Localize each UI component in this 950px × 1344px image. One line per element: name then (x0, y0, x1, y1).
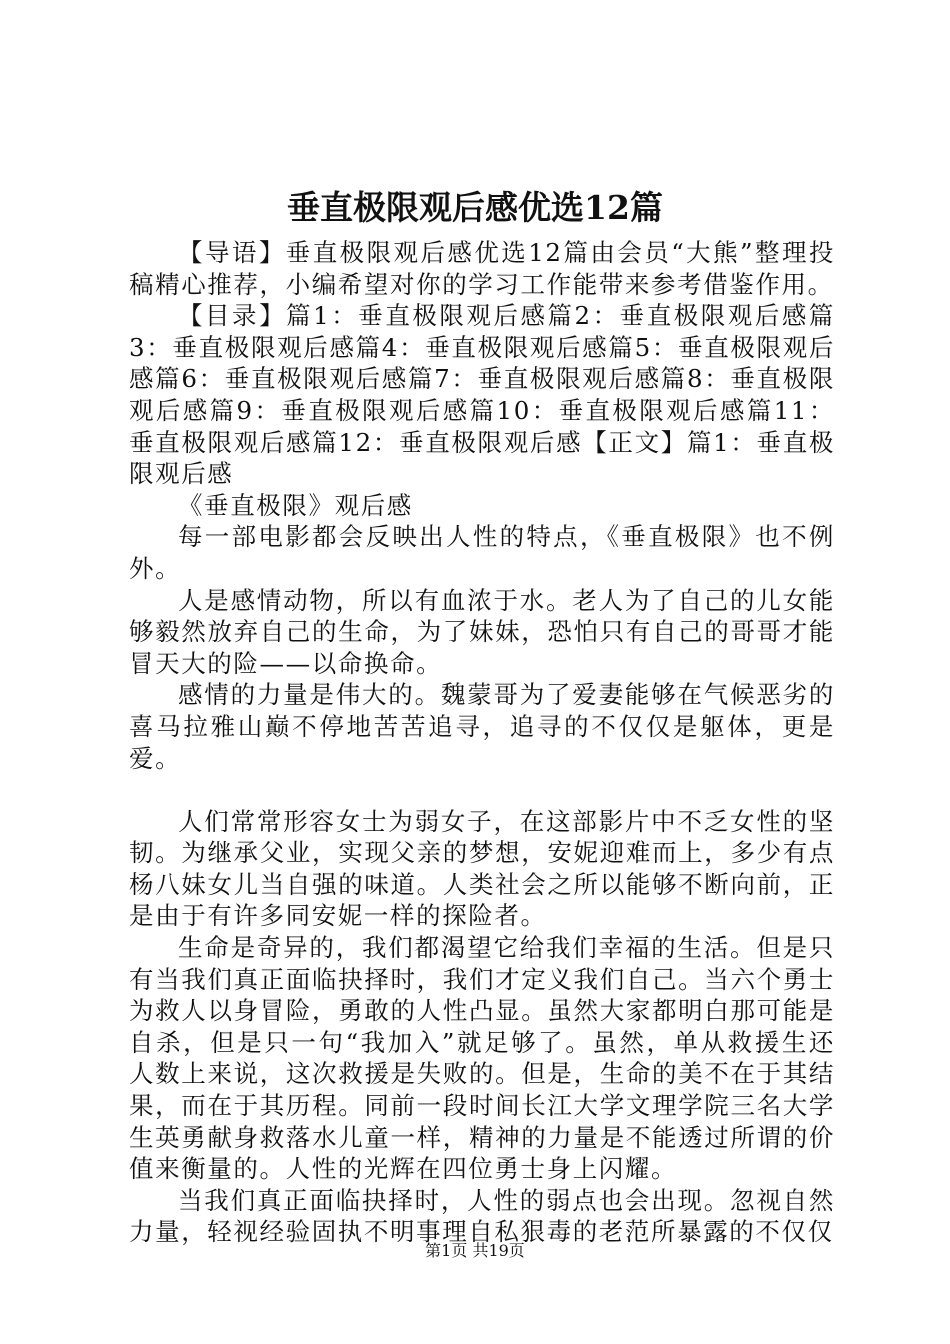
paragraph-toc: 【目录】篇1：垂直极限观后感篇2：垂直极限观后感篇3：垂直极限观后感篇4：垂直极限观后感篇5：垂直极限观后感篇6：垂直极限观后感篇7：垂直极限观后感篇8：垂直极限观后感篇9：垂直极限观后感篇10：垂直极限观后感篇11：垂直极限观后感篇12：垂直极限观后感【正文】篇1：垂直极限观后感 (129, 301, 835, 489)
paragraph: 人们常常形容女士为弱女子，在这部影片中不乏女性的坚韧。为继承父业，实现父亲的梦想，安妮迎难而上，多少有点杨八妹女儿当自强的味道。人类社会之所以能够不断向前，正是由于有许多同安妮一样的探险者。 (129, 806, 835, 931)
paragraph: 生命是奇异的，我们都渴望它给我们幸福的生活。但是只有当我们真正面临抉择时，我们才定义我们自己。当六个勇士为救人以身冒险，勇敢的人性凸显。虽然大家都明白那可能是自杀，但是只一句“我加入”就足够了。虽然，单从救援生还人数上来说，这次救援是失败的。但是，生命的美不在于其结果，而在于其历程。同前一段时间长江大学文理学院三名大学生英勇献身救落水儿童一样，精神的力量是不能透过所谓的价值来衡量的。人性的光辉在四位勇士身上闪耀。 (129, 933, 835, 1184)
paragraph: 当我们真正面临抉择时，人性的弱点也会出现。忽视自然力量，轻视经验固执不明事理自私狠毒的老范所暴露的不仅仅 (129, 1185, 835, 1247)
paragraph-subtitle: 《垂直极限》观后感 (178, 490, 413, 520)
paragraph: 人是感情动物，所以有血浓于水。老人为了自己的儿女能够毅然放弃自己的生命，为了妹妹，恐怕只有自己的哥哥才能冒天大的险——以命换命。 (129, 585, 835, 678)
document-title: 垂直极限观后感优选12篇 (287, 188, 663, 227)
blank-line (129, 774, 835, 806)
paragraph: 每一部电影都会反映出人性的特点，《垂直极限》也不例外。 (129, 522, 835, 583)
paragraph: 感情的力量是伟大的。魏蒙哥为了爱妻能够在气候恶劣的喜马拉雅山巅不停地苦苦追寻，追寻的不仅仅是躯体，更是爱。 (129, 680, 835, 773)
page-footer: 第1页 共19页 (425, 1241, 525, 1260)
paragraph-intro: 【导语】垂直极限观后感优选12篇由会员“大熊”整理投稿精心推荐，小编希望对你的学习工作能带来参考借鉴作用。 (129, 238, 835, 299)
document-body (129, 237, 835, 1248)
